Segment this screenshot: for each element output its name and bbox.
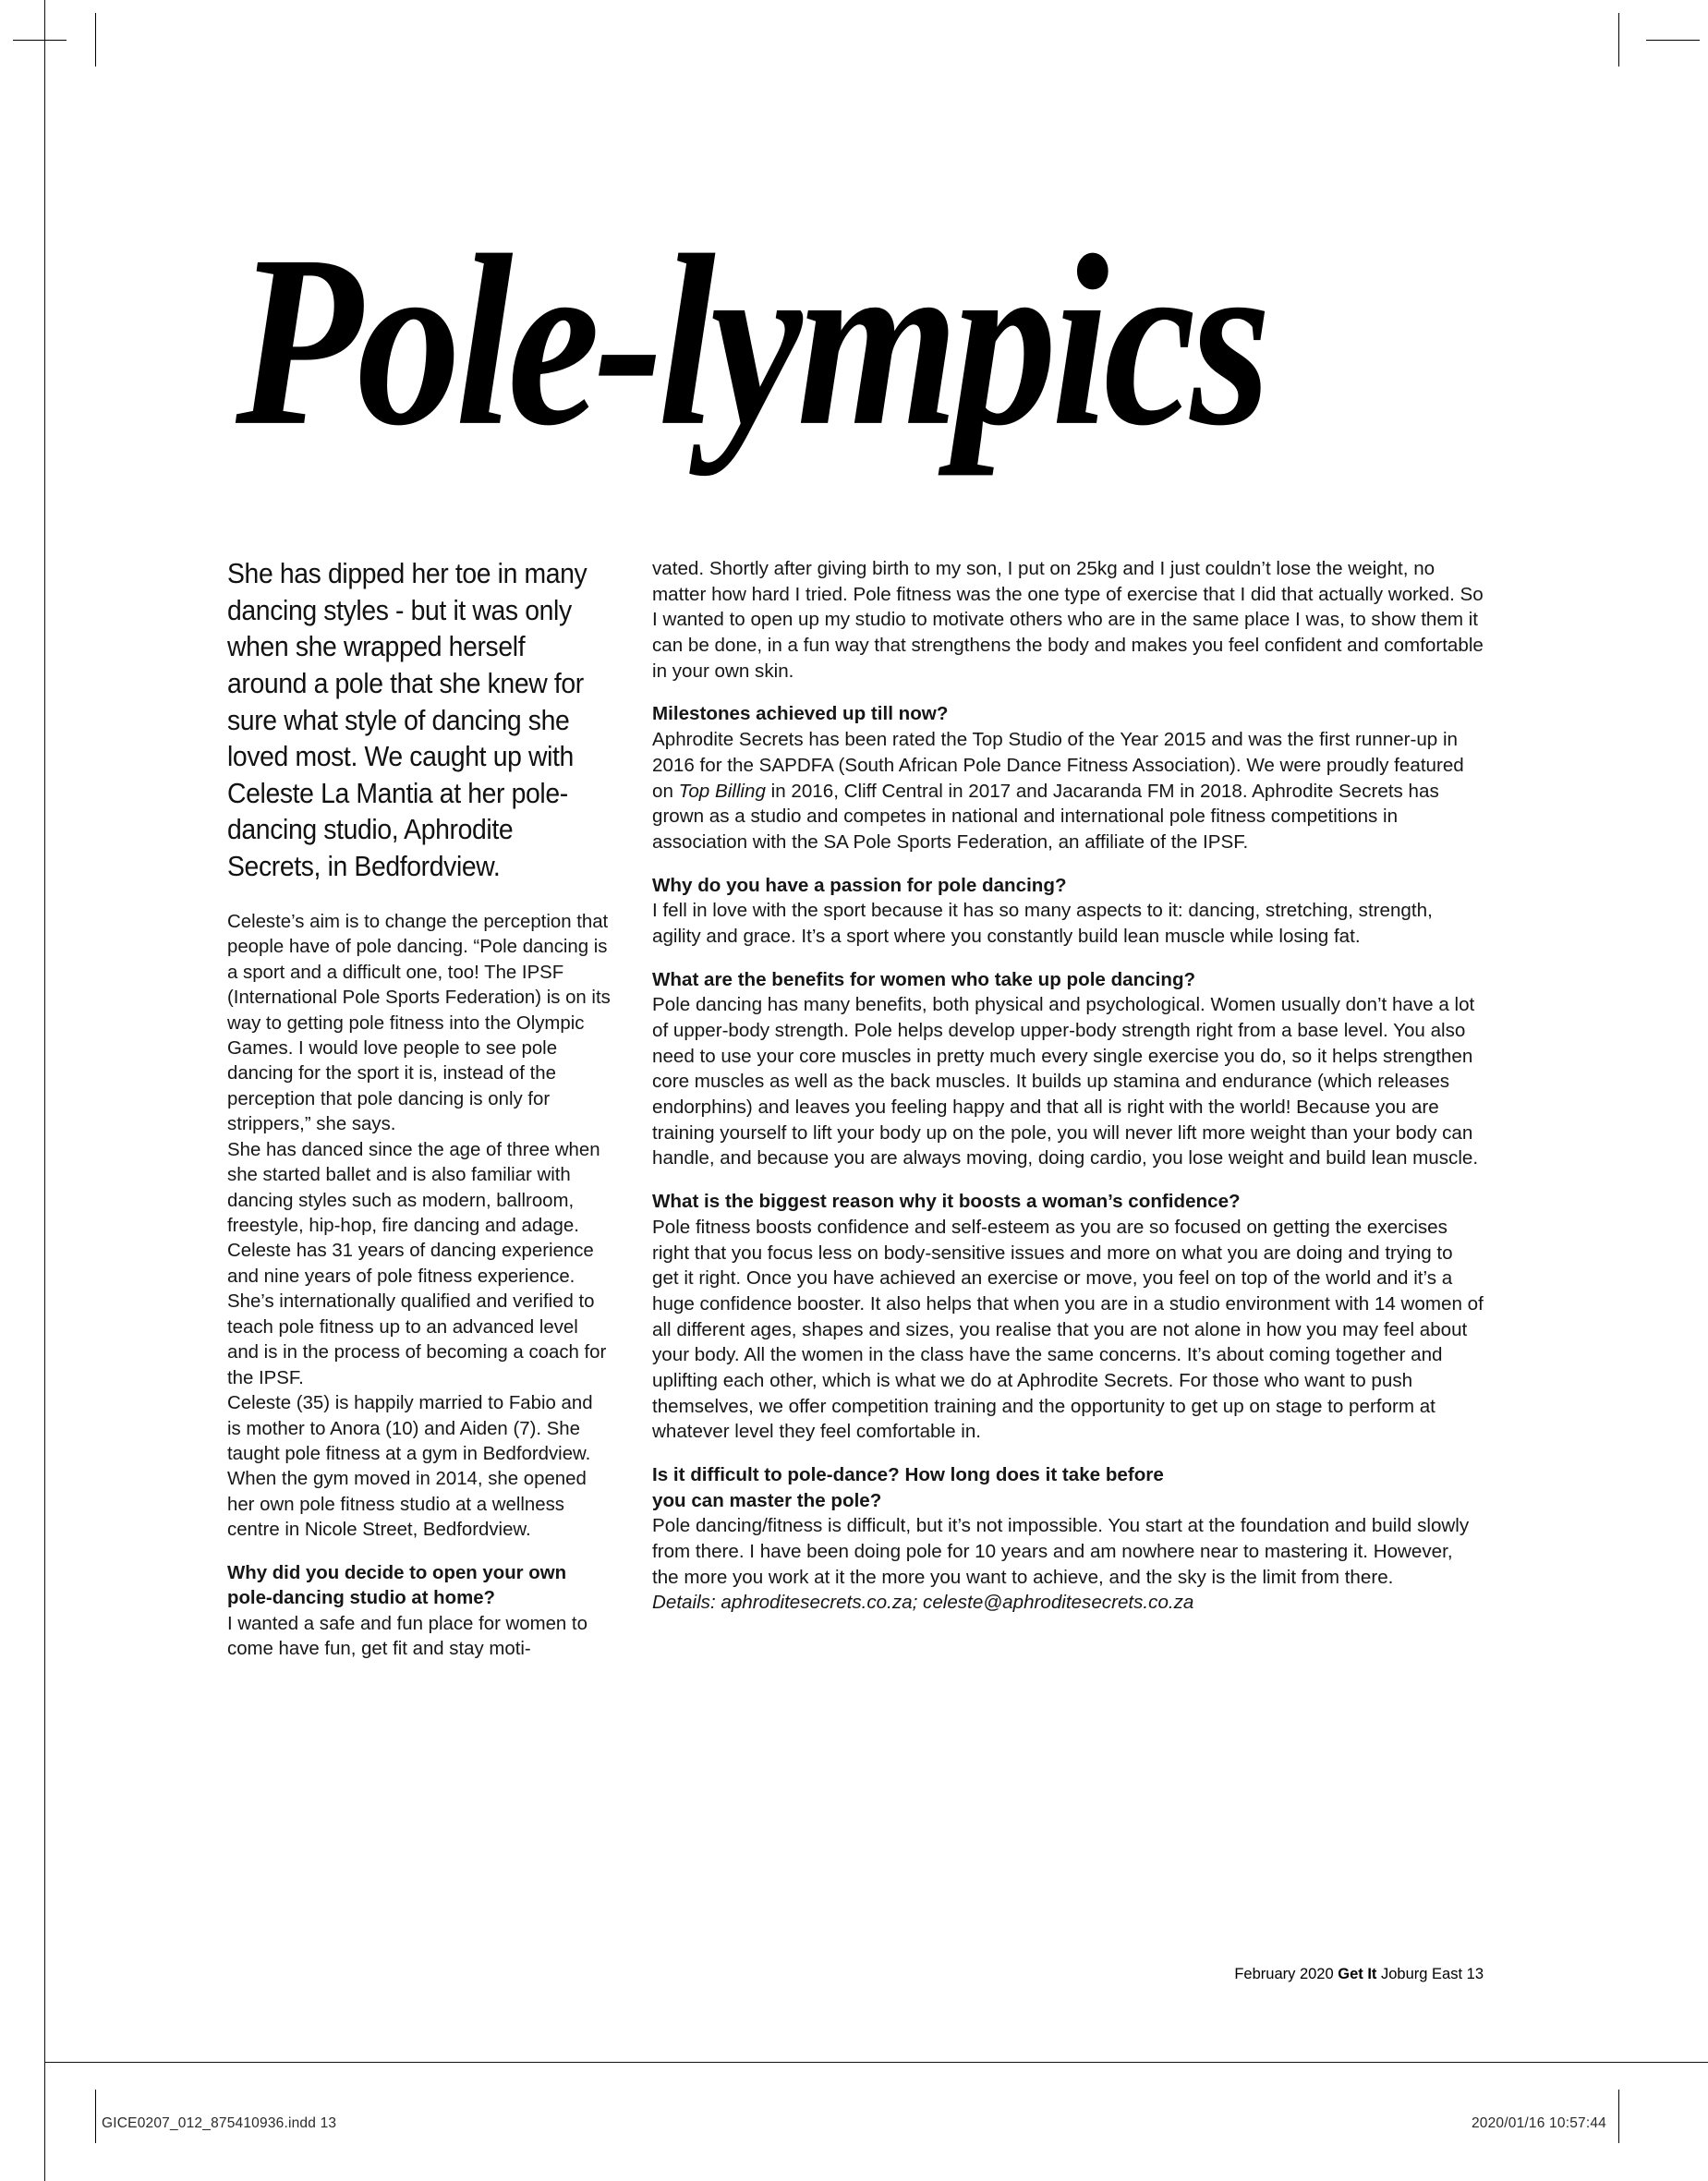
show-title: Top Billing	[678, 780, 766, 802]
folio	[1234, 1966, 1484, 1983]
contact-details: Details: aphroditesecrets.co.za; celeste@aphroditesecrets.co.za	[652, 1592, 1194, 1614]
paragraph	[652, 727, 1484, 854]
paragraph: I wanted a safe and fun place for women to come have fun, get fit and stay moti-	[227, 1613, 588, 1660]
right-column-body	[652, 556, 1484, 1616]
crop-mark-top-left-vertical	[95, 13, 96, 67]
paragraph: I fell in love with the sport because it has so many aspects to it: dancing, stretching, strength, agility and grace. It’s a sport where you constantly build lean muscle while losing fat.	[652, 900, 1433, 947]
paragraph: She has danced since the age of three when she started ballet and is also familiar with dancing styles such as modern, ballroom, freestyle, hip-hop, fire dancing and adage. Celeste has 31 years of dancing experience and nine years of pole fitness experience. She’s internationally qualified and verified to teach pole fitness up to an advanced level and is in the process of becoming a coach for the IPSF.	[227, 1139, 607, 1388]
crop-mark-bottom-left-vertical	[95, 2090, 96, 2143]
folio-edition: Joburg East 13	[1376, 1966, 1484, 1982]
page-title: Pole-lympics	[236, 203, 1266, 477]
left-column-body	[227, 910, 611, 1663]
paragraph: Pole dancing/fitness is difficult, but it’s not impossible. You start at the foundation and build slowly from there. I have been doing pole for 10 years and am nowhere near to mastering it. However, the more you work at it the more you want to achieve, and the sky is the limit from there.	[652, 1515, 1470, 1588]
crop-mark-top-left-horizontal	[13, 40, 67, 41]
question-heading: Why did you decide to open your own	[227, 1562, 567, 1583]
paragraph: Pole dancing has many benefits, both physical and psychological. Women usually don’t have a lot of upper-body strength. Pole helps develop upper-body strength right from a base level. You also need to use your core muscles in pretty much every single exercise you do, so it helps strengthen core muscles as well as the back muscles. It builds up stamina and endurance (which releases endorphins) and leaves you feeling happy and that all is right with the world! Because you are training yourself to lift your body up on the pole, you will never lift more weight than your body can handle, and because you are always moving, doing cardio, you lose weight and build lean muscle.	[652, 994, 1479, 1169]
question-heading: Is it difficult to pole-dance? How long does it take before	[652, 1464, 1164, 1485]
page-trim-line-left	[44, 0, 45, 2181]
right-column	[652, 556, 1484, 1616]
crop-mark-bottom-right-vertical	[1618, 2090, 1619, 2143]
paragraph: Celeste (35) is happily married to Fabio and is mother to Anora (10) and Aiden (7). She taught pole fitness at a gym in Bedfordview. When the gym moved in 2014, she opened her own pole fitness studio at a wellness centre in Nicole Street, Bedfordview.	[227, 1393, 593, 1541]
folio-date: February 2020	[1234, 1966, 1339, 1982]
paragraph-spacer	[652, 950, 1484, 967]
standfirst: She has dipped her toe in many dancing styles - but it was only when she wrapped herself around a pole that she knew for sure what style of dancing she loved most. We caught up with Celeste La Mantia at her pole-dancing studio, Aphrodite Secrets, in Bedfordview.	[227, 558, 588, 883]
question-heading: you can master the pole?	[652, 1489, 882, 1511]
print-slug-timestamp: 2020/01/16 10:57:44	[1471, 2115, 1606, 2131]
paragraph-spacer	[652, 855, 1484, 873]
folio-brand: Get It	[1338, 1966, 1377, 1982]
print-slug-filename: GICE0207_012_875410936.indd 13	[102, 2115, 337, 2131]
paragraph-spacer	[652, 684, 1484, 701]
paragraph-spacer	[652, 1171, 1484, 1189]
answer-text-a: Aphrodite Secrets has been rated the Top Studio of the Year 2015 and was the first runner-up in 2016 for the SAPDFA (South African Pole Dance Fitness Association). We were proudly featured on	[652, 729, 1464, 802]
paragraph: Pole fitness boosts confidence and self-esteem as you are so focused on getting the exercises right that you focus less on body-sensitive issues and more on what you are doing and trying to get it right. Once you have achieved an exercise or move, you feel on top of the world and it’s a huge confidence booster. It also helps that when you are in a studio environment with 14 women of all different ages, shapes and sizes, you realise that you are not alone in how you may feel about your body. All the women in the class have the same concerns. It’s about coming together and uplifting each other, which is what we do at Aphrodite Secrets. For those who want to push themselves, we offer competition training and the opportunity to get up on stage to perform at whatever level they feel comfortable in.	[652, 1216, 1484, 1443]
paragraph: vated. Shortly after giving birth to my son, I put on 25kg and I just couldn’t lose the weight, no matter how hard I tried. Pole fitness was the one type of exercise that I did that actually worked. So I wanted to open up my studio to motivate others who are in the same place I was, to show them it can be done, in a fun way that strengthens the body and makes you feel confident and comfortable in your own skin.	[652, 558, 1484, 682]
question-heading: Why do you have a passion for pole dancing?	[652, 874, 1067, 896]
question-heading: pole-dancing studio at home?	[227, 1588, 495, 1609]
crop-mark-top-right-horizontal	[1646, 40, 1700, 41]
paragraph-spacer	[227, 1544, 611, 1561]
question-heading: Milestones achieved up till now?	[652, 703, 949, 725]
paragraph: Celeste’s aim is to change the perception that people have of pole dancing. “Pole dancing is a sport and a difficult one, too! The IPSF (International Pole Sports Federation) is on its way to getting pole fitness into the Olympic Games. I would love people to see pole dancing for the sport it is, instead of the perception that pole dancing is only for strippers,” she says.	[227, 911, 611, 1135]
crop-mark-top-right-vertical	[1618, 13, 1619, 67]
left-column	[227, 556, 611, 1662]
paragraph-spacer	[652, 1445, 1484, 1462]
answer-text-b: in 2016, Cliff Central in 2017 and Jacaranda FM in 2018. Aphrodite Secrets has grown as a studio and competes in national and international pole fitness competitions in association with the SA Pole Sports Federation, an affiliate of the IPSF.	[652, 780, 1439, 853]
page-trim-line-bottom	[44, 2062, 1708, 2063]
question-heading: What are the benefits for women who take up pole dancing?	[652, 968, 1196, 990]
question-heading: What is the biggest reason why it boosts a woman’s confidence?	[652, 1191, 1241, 1213]
